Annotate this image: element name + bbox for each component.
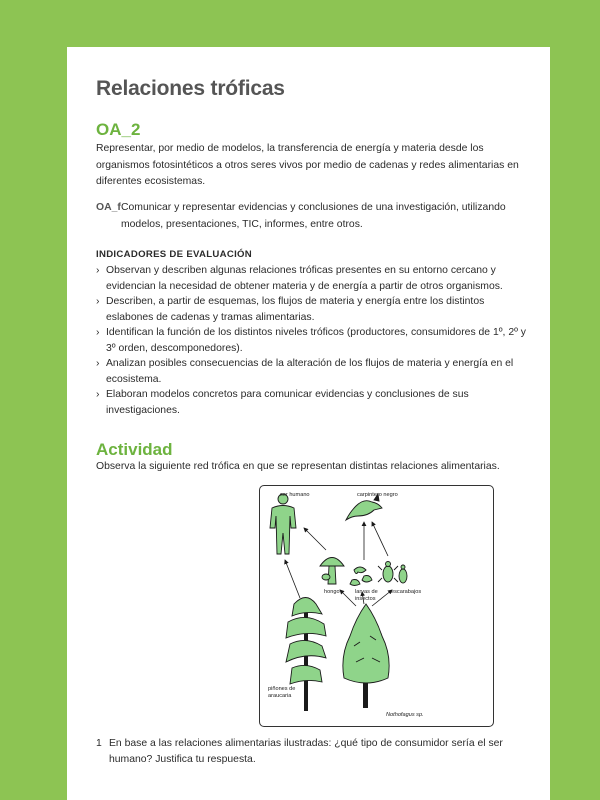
activity-title: Actividad: [96, 440, 173, 459]
arrow-nothofagus-to-fungus: [340, 590, 356, 606]
activity-intro: Observa la siguiente red trófica en que se representan distintas relaciones alimentarias.: [96, 461, 500, 472]
label-fungus: hongo: [324, 589, 340, 595]
page-title: Relaciones tróficas: [96, 77, 285, 100]
nothofagus-tree-icon: [343, 604, 389, 708]
label-human: ser humano: [280, 492, 310, 498]
arrow-beetles-to-woodpecker: [372, 522, 388, 556]
label-woodpecker: carpintero negro: [357, 492, 398, 498]
fungus-icon: [320, 558, 344, 585]
food-web-figure: [259, 485, 494, 727]
list-item: [96, 263, 526, 294]
bullet-icon: ›: [96, 265, 100, 276]
indicator-text: Observan y describen algunas relaciones tróficas presentes en su entorno cercano y evidencian la necesidad de obtener materia y de energía a partir de otros organismos.: [106, 265, 503, 292]
beetle-icon: [378, 562, 407, 584]
label-larvae: larvas de insectos: [355, 589, 378, 602]
list-item: [96, 387, 526, 418]
question-number: 1: [96, 738, 102, 749]
indicator-text: Identifican la función de los distintos niveles tróficos (productores, consumidores de 1º, 2º y 3º orden, descomponedores).: [106, 327, 526, 354]
indicator-text: Analizan posibles consecuencias de la alteración de los flujos de materia y energía en el ecosistema.: [106, 358, 514, 385]
worksheet-page: [67, 47, 550, 800]
indicator-text: Elaboran modelos concretos para comunicar evidencias y conclusiones de sus investigaciones.: [106, 389, 469, 416]
indicators-title: INDICADORES DE EVALUACIÓN: [96, 249, 253, 260]
list-item: [96, 325, 526, 356]
indicators-list: [96, 263, 526, 418]
oa-f-description: Comunicar y representar evidencias y conclusiones de una investigación, utilizando modelos, presentaciones, TIC, informes, entre otros.: [121, 202, 506, 230]
label-beetles: escarabajos: [391, 589, 422, 595]
question-text: En base a las relaciones alimentarias ilustradas: ¿qué tipo de consumidor sería el ser humano? Justifica tu respuesta.: [109, 738, 503, 765]
arrow-araucaria-to-human: [285, 560, 300, 598]
indicator-text: Describen, a partir de esquemas, los flujos de materia y energía entre los distintos eslabones de cadenas y tramas alimentarias.: [106, 296, 485, 323]
arrow-fungus-to-human: [304, 528, 326, 550]
list-item: [96, 356, 526, 387]
oa-description: Representar, por medio de modelos, la transferencia de energía y materia desde los organismos fotosintéticos a otros seres vivos por medio de cadenas y redes alimentarias en diferentes ecosistemas.: [96, 143, 519, 187]
bullet-icon: ›: [96, 358, 100, 369]
bullet-icon: ›: [96, 296, 100, 307]
larvae-icon: [350, 567, 372, 586]
label-nothofagus: Nothofagus sp.: [386, 712, 424, 718]
human-icon: [270, 494, 296, 554]
label-pine-nuts: piñones de araucaria: [268, 686, 296, 699]
oa-f-code: OA_f: [96, 202, 121, 213]
oa-code: OA_2: [96, 120, 141, 139]
list-item: [96, 294, 526, 325]
bullet-icon: ›: [96, 327, 100, 338]
bullet-icon: ›: [96, 389, 100, 400]
